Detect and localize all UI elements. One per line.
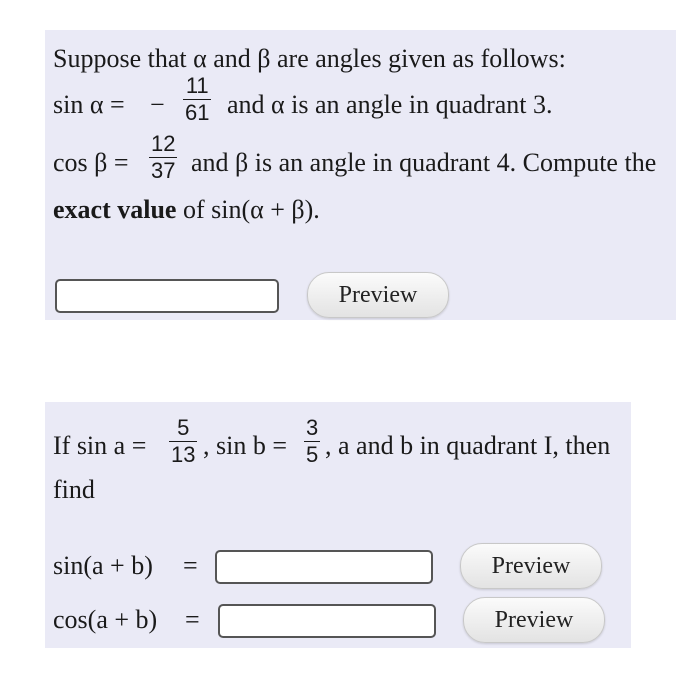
problem-1-intro: Suppose that α and β are angles given as follows: [53,44,566,73]
problem-1-panel [45,30,676,320]
answer-input[interactable] [55,279,279,313]
sin-a-denominator: 13 [171,442,196,467]
find-label: find [53,475,95,504]
preview-button[interactable]: Preview [307,272,449,318]
sin-a-lhs: If sin a = [53,431,147,460]
sin-b-numerator: 3 [306,415,319,440]
cos-equals-sign: = [185,605,200,634]
sin-a-numerator: 5 [177,415,190,440]
cos-a-plus-b-input[interactable] [218,604,436,638]
sin-b-fraction [304,416,320,467]
cos-beta-numerator: 12 [151,131,176,156]
cos-beta-lhs: cos β = [53,148,129,177]
exact-value-emphasis: exact value [53,195,177,224]
sin-alpha-minus-sign: − [150,90,165,119]
quadrant-condition: , a and b in quadrant I, then [325,431,611,460]
cos-beta-fraction [149,132,177,183]
preview-button-cos[interactable]: Preview [463,597,605,643]
sin-a-plus-b-label: sin(a + b) [53,551,153,580]
problem-2-panel [45,402,631,648]
sin-a-fraction [169,416,197,467]
sin-a-plus-b-input[interactable] [215,550,433,584]
sin-alpha-plus-beta-text: of sin(α + β). [176,195,320,224]
sin-b-denominator: 5 [306,442,319,467]
sin-alpha-fraction [183,74,211,125]
cos-a-plus-b-label: cos(a + b) [53,605,158,634]
cos-beta-condition: and β is an angle in quadrant 4. Compute the [191,148,657,177]
sin-equals-sign: = [183,551,198,580]
preview-button-sin[interactable]: Preview [460,543,602,589]
sin-alpha-lhs: sin α = [53,90,125,119]
problem-1-question [53,195,320,225]
sin-alpha-condition: and α is an angle in quadrant 3. [227,90,553,119]
sin-alpha-numerator: 11 [185,73,209,98]
sin-alpha-denominator: 61 [185,100,210,125]
sin-b-lhs: , sin b = [203,431,288,460]
cos-beta-denominator: 37 [151,158,176,183]
